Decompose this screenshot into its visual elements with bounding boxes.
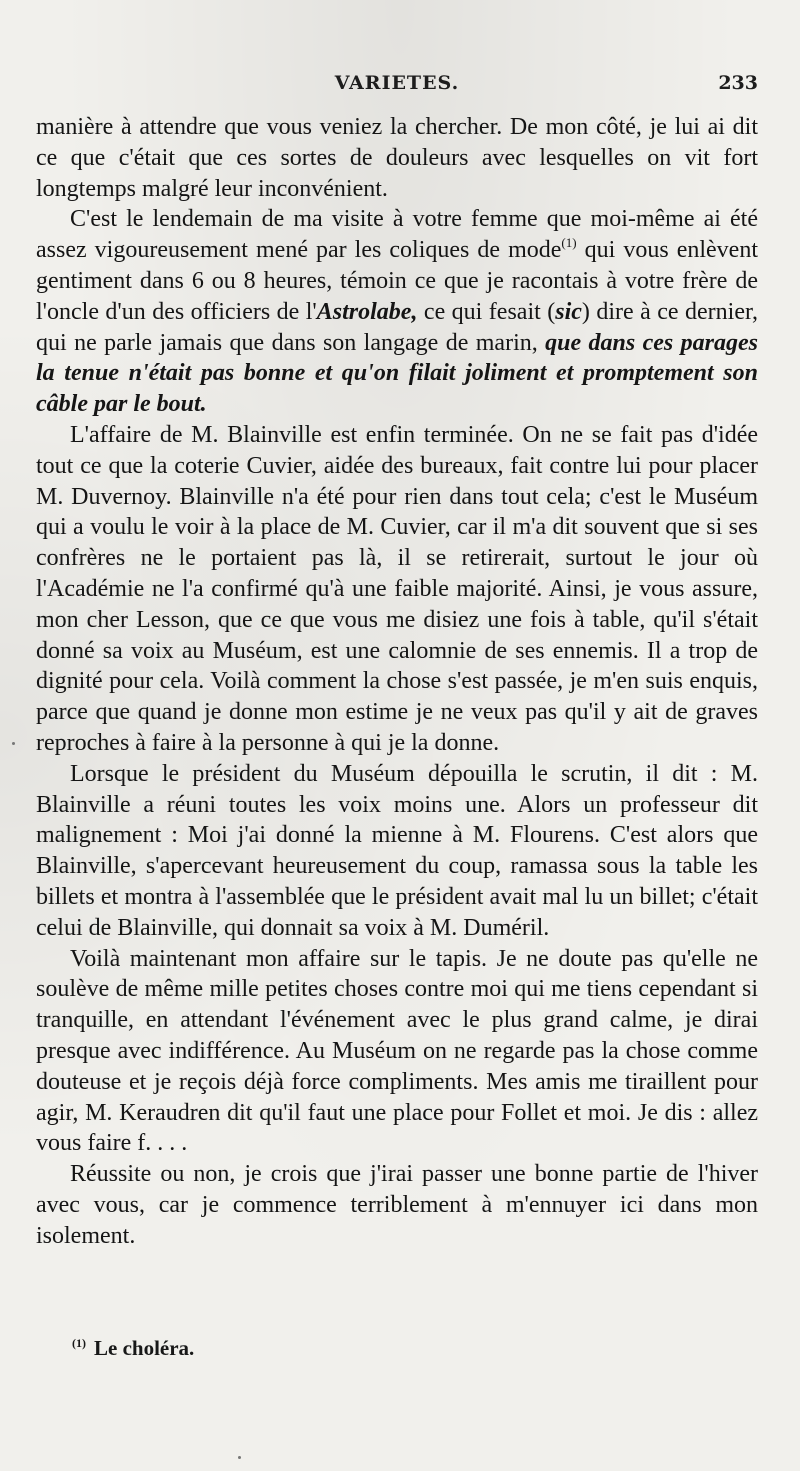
paragraph-3: L'affaire de M. Blainville est enfin terminée. On ne se fait pas d'idée tout ce que la coterie Cuvier, aidée des bureaux, fait contre lui pour placer M. Duvernoy. Blainville n'a été pour rien dans tout cela; c'est le Muséum qui a voulu le voir à la place de M. Cuvier, car il m'a dit souvent que si ses confrères ne le portaient pas là, il se retirerait, surtout le jour où l'Académie ne l'a confirmé qu'à une faible majorité. Ainsi, je vous assure, mon cher Lesson, que ce que vous me disiez une fois à table, qu'il s'était donné sa voix au Muséum, est une calomnie de ses ennemis. Il a trop de dignité pour cela. Voilà comment la chose s'est passée, je m'en suis enquis, parce que quand je donne mon estime je ne veux pas qu'il y ait de graves reproches à faire à la personne à qui je la donne. (36, 421, 758, 756)
footnote-text: Le choléra. (94, 1336, 195, 1360)
paragraph-2-part-1: C'est le lendemain de ma visite à votre femme que moi-même ai été assez vigoureusement mené par les coliques de mode (36, 206, 758, 264)
paragraph-4: Lorsque le président du Muséum dépouilla le scrutin, il dit : M. Blainville a réuni toutes les voix moins une. Alors un professeur dit malignement : Moi j'ai donné la mienne à M. Flourens. C'est alors que Blainville, s'apercevant heureusement du coup, ramassa sous la table les billets et montra à l'assemblée que le président avait mal lu un billet; c'était celui de Blainville, qui donnait sa voix à M. Duméril. (36, 760, 758, 941)
paragraph-6: Réussite ou non, je crois que j'irai passer une bonne partie de l'hiver avec vous, car je commence terriblement à m'ennuyer ici dans mon isolement. (36, 1161, 758, 1249)
ship-name: Astrolabe, (316, 298, 418, 325)
footnote-mark: (1) (72, 1336, 86, 1350)
paragraph-1: manière à attendre que vous veniez la chercher. De mon côté, je lui ai dit ce que c'était que ces sortes de douleurs avec lesquelles on vit fort longtemps malgré leur inconvénient. (36, 114, 758, 202)
running-head (36, 72, 758, 100)
footnote-reference: (1) (561, 235, 577, 251)
paragraph-5: Voilà maintenant mon affaire sur le tapis. Je ne doute pas qu'elle ne soulève de même mille petites choses contre moi qui me tiens cependant si tranquille, en attendant l'événement avec le plus grand calme, je dirai presque avec indifférence. Au Muséum on ne regarde pas la chose comme douteuse et je reçois déjà force compliments. Mes amis me tiraillent pour agir, M. Keraudren dit qu'il faut une place pour Follet et moi. Je dis : allez vous faire f. . . . (36, 945, 758, 1157)
paragraph-2-part-2: qui vous enlèvent gentiment dans 6 ou 8 heures, témoin ce que je racontais à votre frère de l'oncle d'un des officiers de l' (36, 237, 758, 325)
scan-speck (238, 1456, 241, 1459)
sic-mark: sic (555, 298, 582, 325)
scan-speck (12, 742, 15, 745)
body-text (36, 112, 758, 1251)
page-number: 233 (718, 72, 758, 94)
paragraph-2-part-3: ce qui fesait ( (417, 298, 556, 325)
paragraph-2-part-4: ) dire à ce dernier, qui ne parle jamais que dans son langage de marin, (36, 298, 759, 356)
quoted-saying: que dans ces parages la tenue n'était pas bonne et qu'on filait joliment et promptement son câble par le bout. (36, 329, 758, 418)
footnote (72, 1336, 194, 1361)
paragraph-2 (36, 204, 758, 420)
running-title: VARIETES. (334, 72, 460, 94)
